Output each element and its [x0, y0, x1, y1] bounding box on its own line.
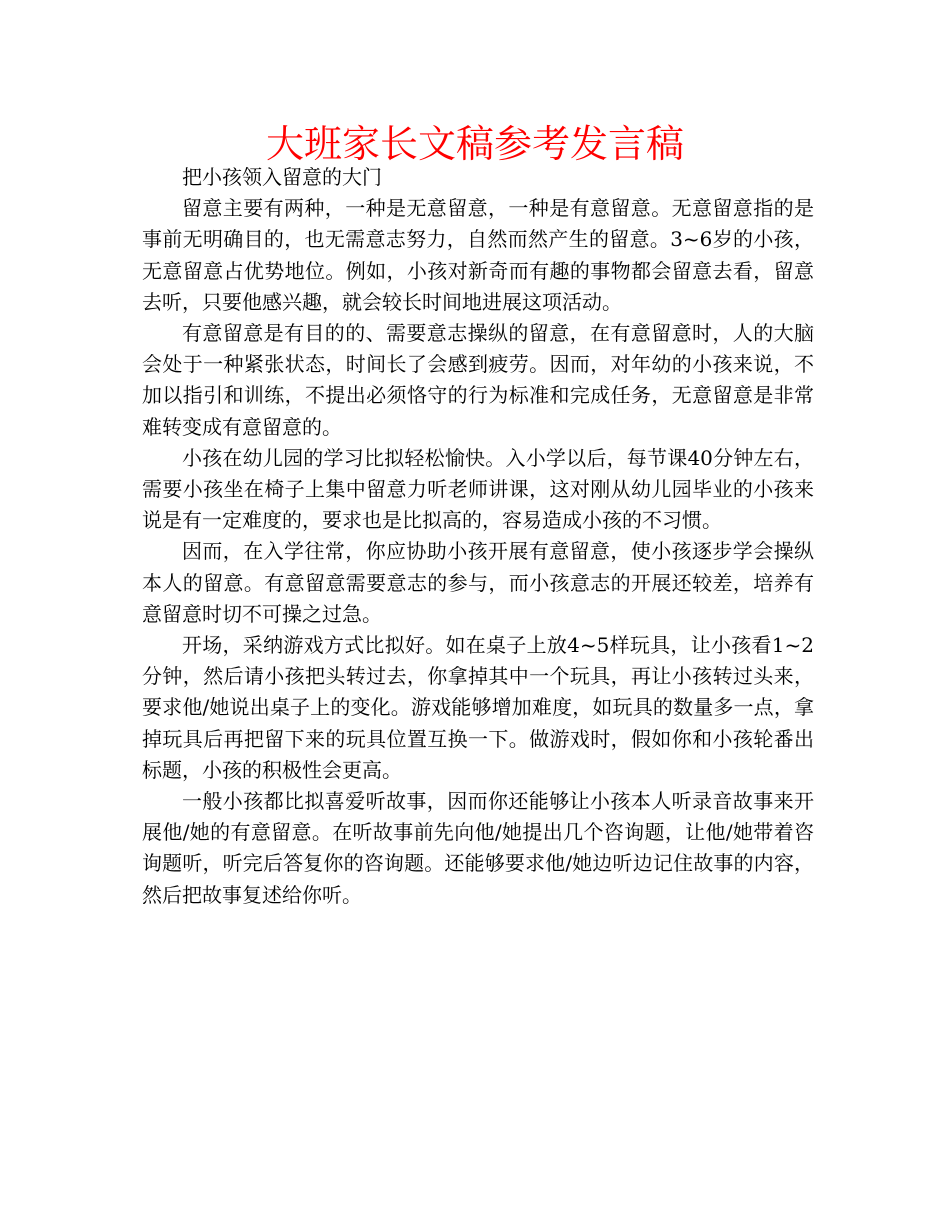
body-paragraph-5: 开场，采纳游戏方式比拟好。如在桌子上放4~5样玩具，让小孩看1~2分钟，然后请小孩把头转过去，你拿掉其中一个玩具，再让小孩转过头来，要求他/她说出桌子上的变化。游戏能够增加难度，如玩具的数量多一点，拿掉玩具后再把留下来的玩具位置互换一下。做游戏时，假如你和小孩轮番出标题，小孩的积极性会更高。	[142, 633, 814, 782]
body-paragraph-3: 小孩在幼儿园的学习比拟轻松愉快。入小学以后，每节课40分钟左右，需要小孩坐在椅子上集中留意力听老师讲课，这对刚从幼儿园毕业的小孩来说是有一定难度的，要求也是比拟高的，容易造成小孩的不习惯。	[142, 445, 814, 533]
body-paragraph-4: 因而，在入学往常，你应协助小孩开展有意留意，使小孩逐步学会操纵本人的留意。有意留意需要意志的参与，而小孩意志的开展还较差，培养有意留意时切不可操之过急。	[142, 539, 814, 626]
body-paragraph-2: 有意留意是有目的的、需要意志操纵的留意，在有意留意时，人的大脑会处于一种紧张状态，时间长了会感到疲劳。因而，对年幼的小孩来说，不加以指引和训练，不提出必须恪守的行为标准和完成任务，无意留意是非常难转变成有意留意的。	[142, 321, 814, 439]
body-paragraph-1: 留意主要有两种，一种是无意留意，一种是有意留意。无意留意指的是事前无明确目的，也无需意志努力，自然而然产生的留意。3~6岁的小孩，无意留意占优势地位。例如，小孩对新奇而有趣的事物都会留意去看，留意去听，只要他感兴趣，就会较长时间地进展这项活动。	[142, 196, 814, 314]
section-heading: 把小孩领入留意的大门	[182, 165, 382, 189]
body-paragraph-6: 一般小孩都比拟喜爱听故事，因而你还能够让小孩本人听录音故事来开展他/她的有意留意。在听故事前先向他/她提出几个咨询题，让他/她带着咨询题听，听完后答复你的咨询题。还能够要求他/她边听边记住故事的内容，然后把故事复述给你听。	[142, 789, 814, 907]
document-title: 大班家长文稿参考发言稿	[265, 122, 684, 166]
document-body	[142, 162, 814, 911]
